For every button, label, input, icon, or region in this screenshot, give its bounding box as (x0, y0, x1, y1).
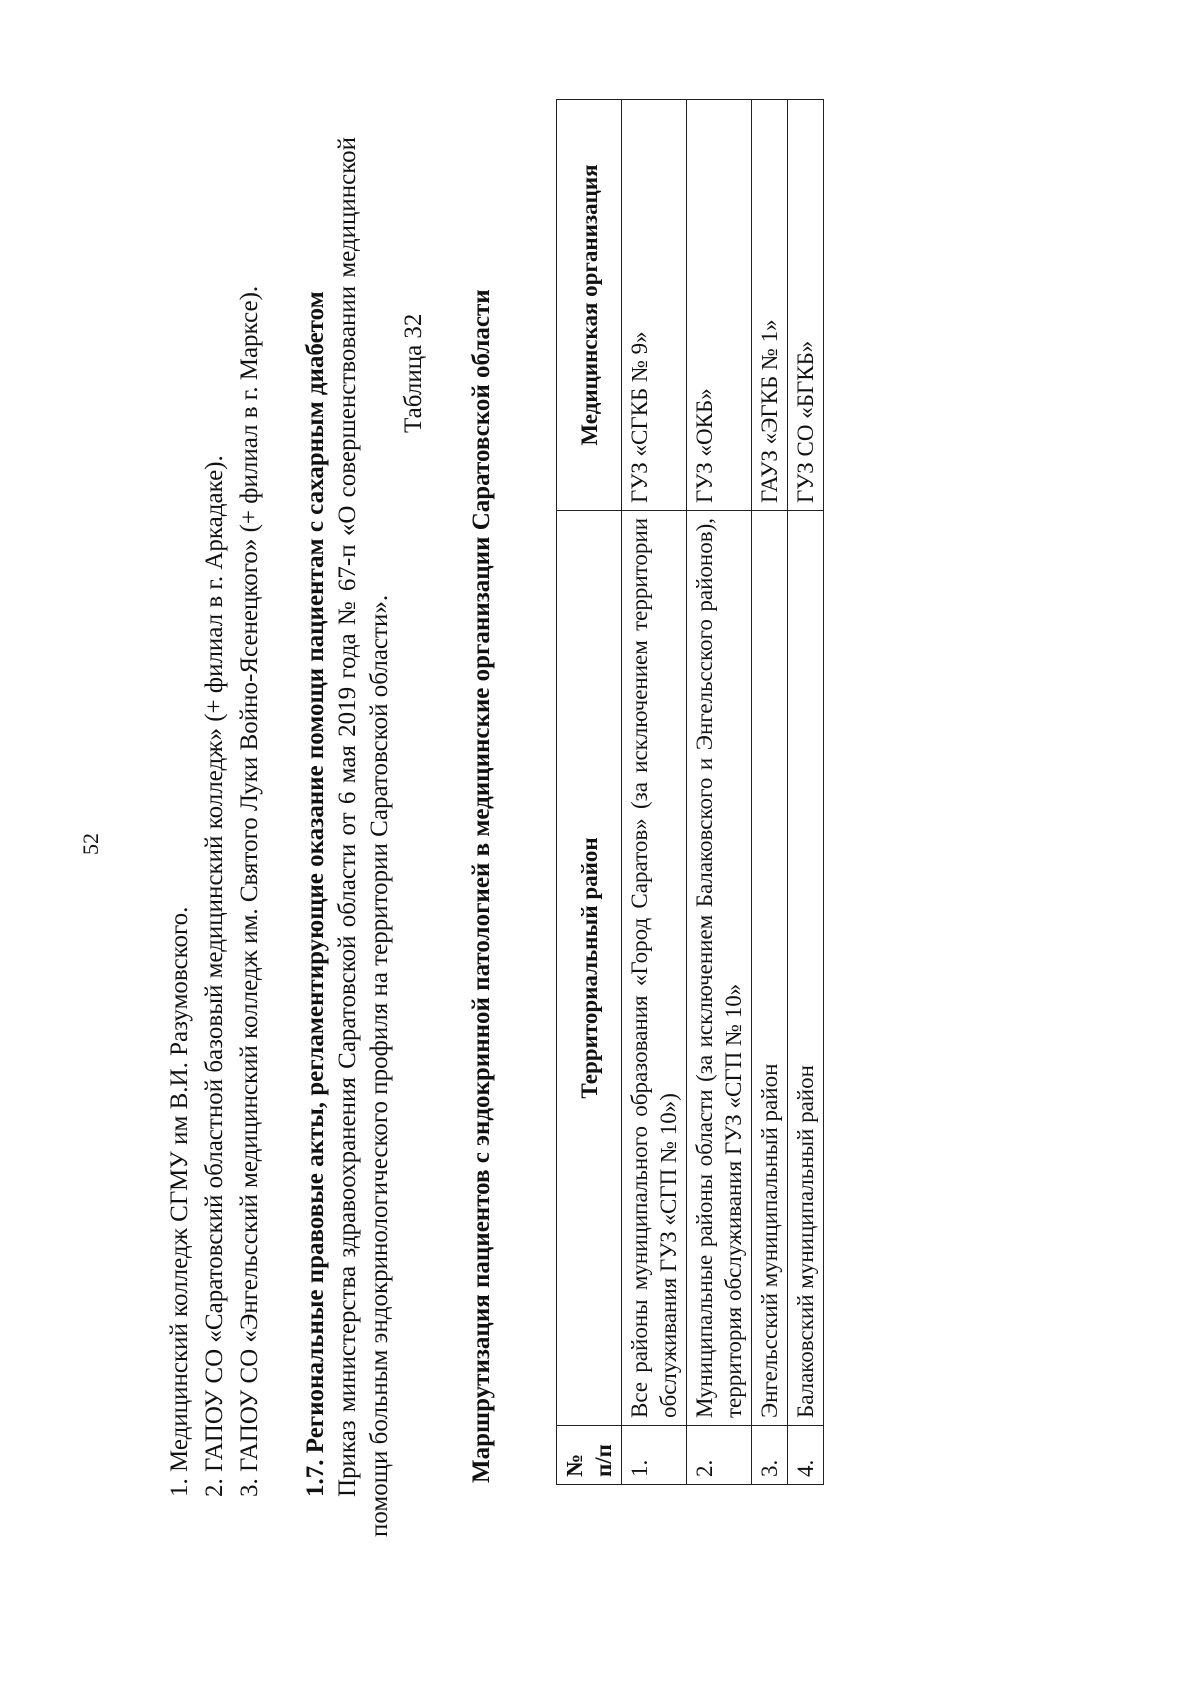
table-row (788, 100, 824, 1485)
table-title: Маршрутизация пациентов с эндокринной патологией в медицинские организации Саратовской области (468, 289, 495, 1483)
row-district: Энгельсский муниципальный район (752, 511, 788, 1426)
table-label: Таблица 32 (400, 313, 427, 433)
header-district: Территориальный район (557, 511, 622, 1426)
routing-table (556, 99, 824, 1485)
row-organization: ГУЗ СО «БГКБ» (788, 100, 824, 511)
table-header-row (557, 100, 622, 1485)
header-organization: Медицинская организация (557, 100, 622, 511)
table-row (687, 100, 752, 1485)
row-district: Все районы муниципального образования «Город Саратов» (за исключением территории обслуживания ГУЗ «СГП № 10») (622, 511, 687, 1426)
page-number: 52 (78, 833, 103, 855)
row-num: 2. (687, 1426, 752, 1485)
row-num: 4. (788, 1426, 824, 1485)
list-item: 2. ГАПОУ СО «Саратовский областной базовый медицинский колледж» (+ филиал в г. Аркадаке). (201, 455, 228, 1497)
section-heading: 1.7. Региональные правовые акты, регламентирующие оказание помощи пациентам с сахарным диабетом (302, 291, 329, 1497)
list-item: 3. ГАПОУ СО «Энгельсский медицинский колледж им. Святого Луки Войно-Ясенецкого» (+ филиал в г. Марксе). (236, 285, 263, 1497)
section-regional-acts (300, 137, 396, 1537)
row-organization: ГУЗ «СГКБ № 9» (622, 100, 687, 511)
table-row (752, 100, 788, 1485)
college-list (162, 137, 267, 1497)
row-num: 3. (752, 1426, 788, 1485)
header-num: № п/п (557, 1426, 622, 1485)
row-num: 1. (622, 1426, 687, 1485)
row-organization: ГУЗ «ОКБ» (687, 100, 752, 511)
row-district: Муниципальные районы области (за исключением Балаковского и Энгельсского районов), территория обслуживания ГУЗ «СГП № 10» (687, 511, 752, 1426)
row-organization: ГАУЗ «ЭГКБ № 1» (752, 100, 788, 511)
list-item: 1. Медицинский колледж СГМУ им В.И. Разумовского. (166, 906, 193, 1497)
table-row (622, 100, 687, 1485)
section-body: Приказ министерства здравоохранения Саратовской области от 6 мая 2019 года № 67-п «О совершенствовании медицинской помощи больным эндокринологического профиля на территории Саратовской области». (334, 137, 393, 1537)
row-district: Балаковский муниципальный район (788, 511, 824, 1426)
